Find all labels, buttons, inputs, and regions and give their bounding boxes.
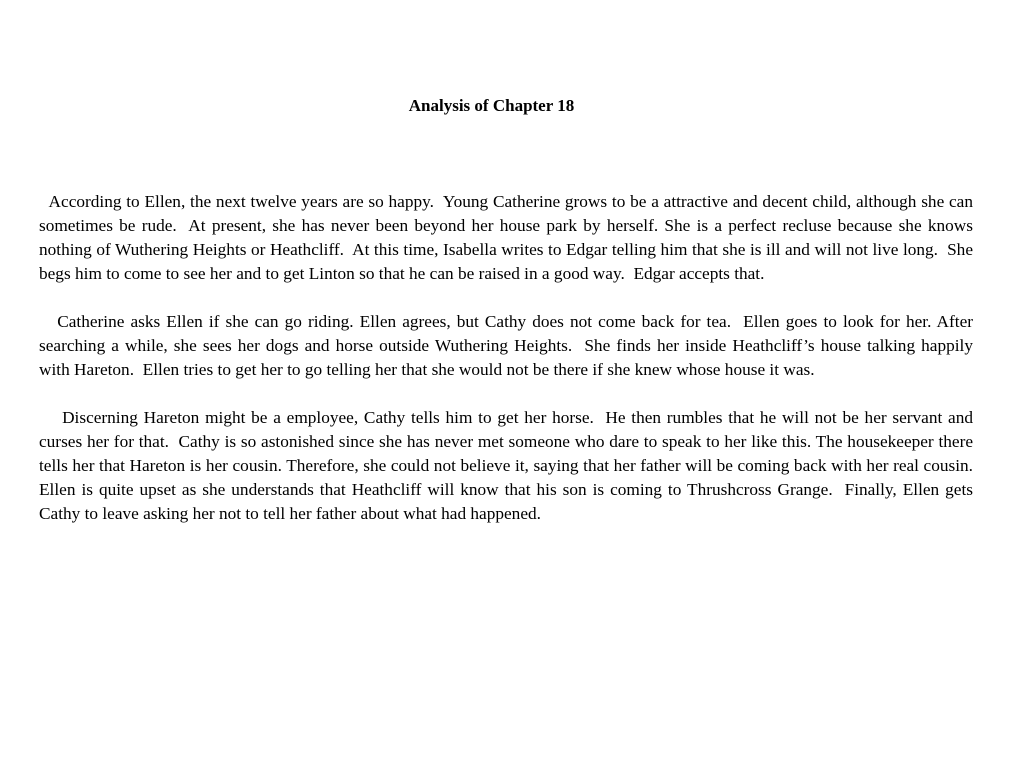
page-title: Analysis of Chapter 18 <box>408 96 575 115</box>
paragraph-3: Discerning Hareton might be a employee, Cathy tells him to get her horse. He then rumbles that he will not be her servant and curses her for that. Cathy is so astonished since she has never met someone who dare to speak to her like this. The housekeeper there tells her that Hareton is her cousin. Therefore, she could not believe it, saying that her father will be coming back with her real cousin. Ellen is quite upset as she understands that Heathcliff will know that his son is coming to Thrushcross Grange. Finally, Ellen gets Cathy to leave asking her not to tell her father about what had happened. <box>39 408 982 523</box>
document-body <box>39 190 982 550</box>
paragraph-2: Catherine asks Ellen if she can go riding. Ellen agrees, but Cathy does not come back for tea. Ellen goes to look for her. After searching a while, she sees her dogs and horse outside Wuthering Heights. She finds her inside Heathcliff’s house talking happily with Hareton. Ellen tries to get her to go telling her that she would not be there if she knew whose house it was. <box>39 312 978 379</box>
paragraph-1: According to Ellen, the next twelve years are so happy. Young Catherine grows to be a attractive and decent child, although she can sometimes be rude. At present, she has never been beyond her house park by herself. She is a perfect recluse because she knows nothing of Wuthering Heights or Heathcliff. At this time, Isabella writes to Edgar telling him that she is ill and will not live long. She begs him to come to see her and to get Linton so that he can be raised in a good way. Edgar accepts that. <box>39 192 978 283</box>
